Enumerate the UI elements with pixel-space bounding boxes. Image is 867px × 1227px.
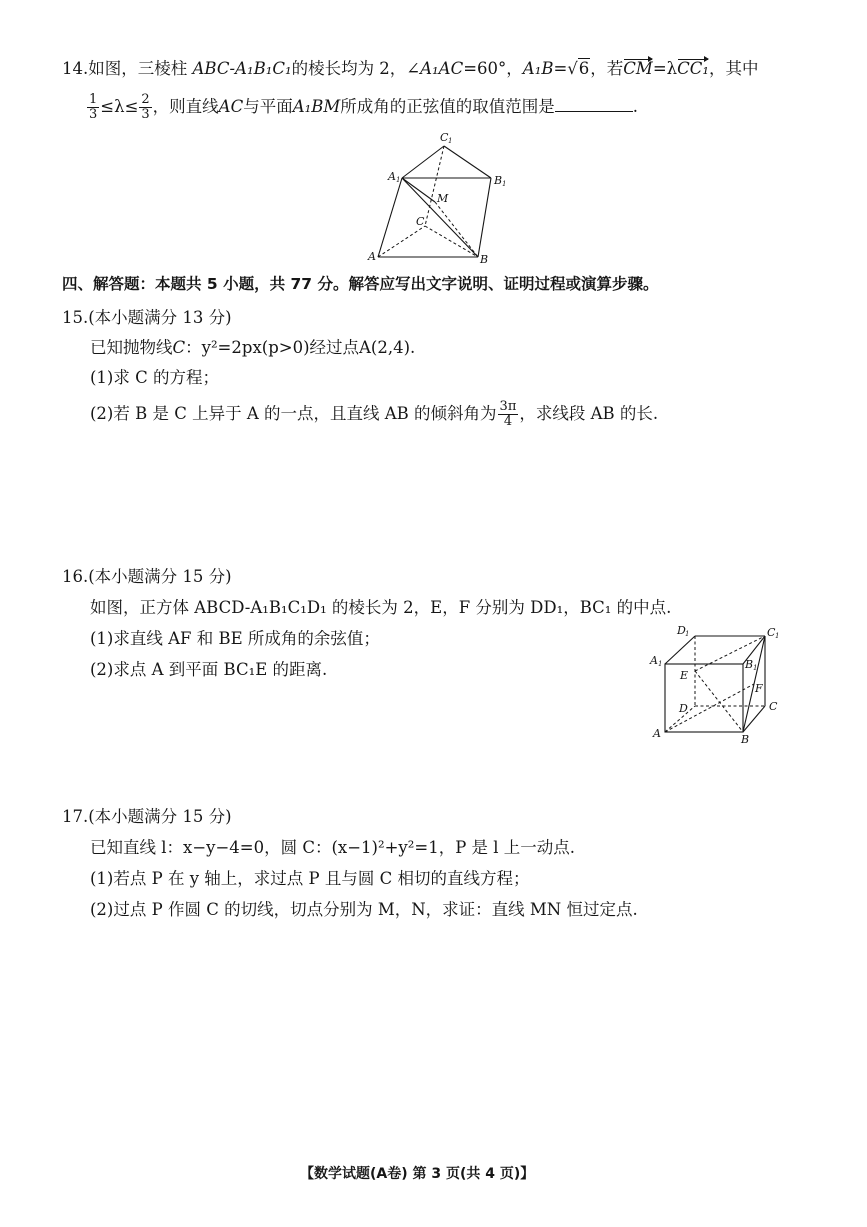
svg-text:1: 1 — [502, 180, 507, 188]
label-b: B — [480, 253, 489, 266]
prism-figure — [360, 130, 530, 266]
label-b1: B — [745, 658, 754, 671]
section-heading: 四、解答题：本题共 5 小题，共 77 分。解答应写出文字说明、证明过程或演算步骤。 — [62, 275, 659, 293]
svg-text:1: 1 — [685, 630, 690, 638]
q16-stem: 如图，正方体 ABCD-A₁B₁C₁D₁ 的棱长为 2，E，F 分别为 DD₁，BC₁ 的中点. — [90, 598, 672, 617]
q16-number: 16. — [62, 567, 89, 586]
cube-figure — [645, 622, 795, 746]
svg-text:1: 1 — [396, 176, 401, 184]
svg-text:1: 1 — [448, 137, 453, 145]
vector-cm: CM — [623, 59, 653, 78]
q14-line1: 14.如图，三棱柱 ABC-A₁B₁C₁的棱长均为 2，∠A₁AC=60°，A₁B=√6，若CM=λCC₁，其中 — [62, 59, 759, 78]
q15-score: (本小题满分 13 分) — [88, 308, 232, 327]
q16-score: (本小题满分 15 分) — [88, 567, 232, 586]
label-a1: A — [388, 170, 396, 183]
label-a1: A — [650, 654, 658, 667]
q15-number: 15. — [62, 308, 89, 327]
q17-score: (本小题满分 15 分) — [88, 807, 232, 826]
q17-part1: (1)若点 P 在 y 轴上，求过点 P 且与圆 C 相切的直线方程； — [90, 869, 530, 888]
svg-text:1: 1 — [753, 664, 758, 672]
q15-stem: 已知抛物线C：y²=2px(p>0)经过点A(2,4). — [90, 338, 416, 357]
label-m: M — [437, 192, 449, 205]
label-b1: B — [494, 174, 503, 187]
fraction-two-thirds: $\frac{2}{3}$ — [141, 92, 150, 122]
fraction-one-third: $\frac{1}{3}$ — [89, 92, 98, 122]
q15-part1: (1)求 C 的方程； — [90, 368, 219, 387]
q16-part2: (2)求点 A 到平面 BC₁E 的距离. — [90, 660, 328, 679]
page-footer: 【数学试题(A卷) 第 3 页(共 4 页)】 — [300, 1166, 535, 1182]
q15-header — [62, 307, 232, 329]
q17-stem: 已知直线 l：x−y−4=0，圆 C：(x−1)²+y²=1，P 是 l 上一动点. — [90, 838, 576, 857]
vector-cc1: CC₁ — [677, 59, 709, 78]
q14-line2: $\frac{1}{3}$ ≤λ≤ $\frac{2}{3}$ ，则直线AC与平面A₁BM所成角的正弦值的取值范围是 . — [89, 92, 639, 122]
q17-part2: (2)过点 P 作圆 C 的切线，切点分别为 M，N，求证：直线 MN 恒过定点. — [90, 900, 638, 919]
label-d: D — [679, 702, 688, 715]
q14-number: 14. — [62, 59, 89, 78]
label-d1: D — [677, 624, 686, 637]
answer-blank — [555, 95, 633, 112]
q15-part2: (2)若 B 是 C 上异于 A 的一点，且直线 AB 的倾斜角为 $\frac{3\pi}{4}$ ，求线段 AB 的长. — [90, 399, 659, 429]
label-c: C — [769, 700, 778, 713]
label-c1: C — [440, 131, 449, 144]
label-b: B — [741, 733, 750, 746]
label-a: A — [368, 250, 376, 263]
svg-text:1: 1 — [658, 660, 663, 668]
fraction-3pi-over-4: $\frac{3\pi}{4}$ — [499, 399, 517, 429]
svg-text:1: 1 — [775, 632, 780, 640]
label-c1: C — [767, 626, 776, 639]
label-a: A — [653, 727, 661, 740]
q17-number: 17. — [62, 807, 89, 826]
label-f: F — [755, 682, 763, 695]
label-c: C — [416, 215, 425, 228]
label-e: E — [680, 669, 689, 682]
q17-header — [62, 806, 232, 828]
q16-part1: (1)求直线 AF 和 BE 所成角的余弦值； — [90, 629, 380, 648]
q16-header — [62, 566, 232, 588]
